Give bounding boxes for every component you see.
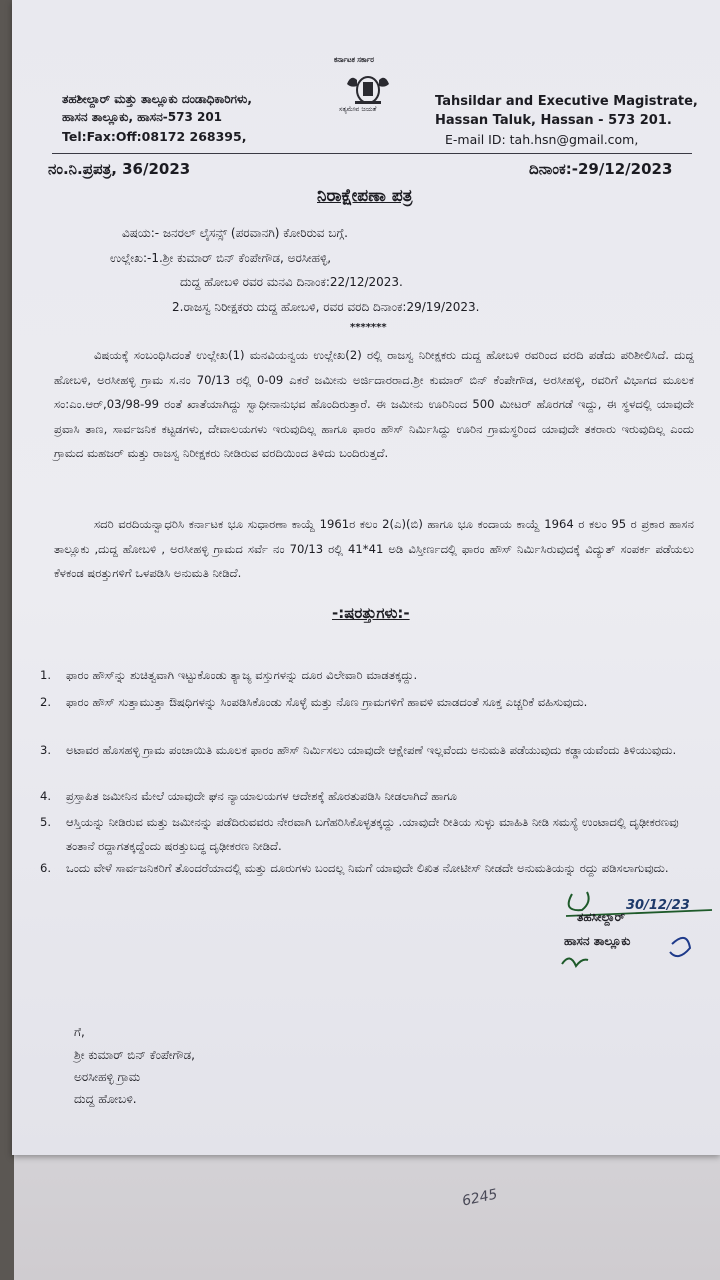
state-emblem-icon	[337, 70, 399, 106]
office-address-kannada: ಹಾಸನ ತಾಲ್ಲೂಕು, ಹಾಸನ-573 201	[62, 110, 223, 124]
separator-stars: *******	[350, 322, 387, 333]
signatory-office: ಹಾಸನ ತಾಲ್ಲೂಕು	[564, 934, 631, 948]
recipient-to: ಗೆ,	[74, 1025, 85, 1039]
recipient-hobli: ದುದ್ದ ಹೋಬಳಿ.	[74, 1092, 137, 1106]
condition-number: 4.	[40, 789, 52, 803]
body-paragraph-2: ಸದರಿ ವರದಿಯನ್ವಾಧರಿಸಿ ಕರ್ನಾಟಕ ಭೂ ಸುಧಾರಣಾ ಕಾಯ್ದೆ 1961ರ ಕಲಂ 2(ಎ)(ಬಿ) ಹಾಗೂ ಭೂ ಕಂದಾಯ ಕಾಯ್ದೆ 1964 ರ ಕಲಂ 95 ರ ಪ್ರಕಾರ ಹಾಸನ ತಾಲ್ಲೂಕು ,ದುದ್ದ ಹೋಬಳಿ , ಅರಸೀಹಳ್ಳಿ ಗ್ರಾಮದ ಸರ್ವೆ ನಂ 70/13 ರಲ್ಲಿ 41*41 ಅಡಿ ವಿಸ್ತೀರ್ಣದಲ್ಲಿ ಫಾರಂ ಹೌಸ್ ನಿರ್ಮಿಸಿರುವುದಕ್ಕೆ ವಿದ್ಯುತ್ ಸಂಪರ್ಕ ಪಡೆಯಲು ಕೆಳಕಂಡ ಷರತ್ತುಗಳಿಗೆ ಒಳಪಡಿಸಿ ಅನುಮತಿ ನೀಡಿದೆ.	[54, 517, 694, 580]
office-name-kannada: ತಹಶೀಲ್ದಾರ್ ಮತ್ತು ತಾಲ್ಲೂಕು ದಂಡಾಧಿಕಾರಿಗಳು,	[62, 92, 252, 106]
reference-date: ದಿನಾಂಕ:-29/12/2023	[529, 160, 673, 178]
header-divider	[52, 153, 692, 154]
condition-text: ಫಾರಂ ಹೌಸ್ ಸುತ್ತಾಮುತ್ತಾ ಔಷಧಿಗಳನ್ನು ಸಿಂಪಡಿಸಿಕೊಂಡು ಸೊಳ್ಳೆ ಮತ್ತು ನೊಣ ಗ್ರಾಮಗಳಿಗೆ ಹಾವಳಿ ಮಾಡದಂತೆ ಸೂಕ್ತ ಎಚ್ಚರಿಕೆ ವಹಿಸುವುದು.	[66, 695, 588, 709]
signatory-designation: ತಹಸೀಲ್ದಾರ್	[577, 910, 625, 924]
condition-number: 3.	[40, 743, 52, 757]
condition-text: ಆಸ್ತಿಯನ್ನು ನೀಡಿರುವ ಮತ್ತು ಜಮೀನನ್ನು ಪಡೆದಿರುವವರು ನೇರವಾಗಿ ಬಗೆಹರಿಸಿಕೊಳ್ಳತಕ್ಕದ್ದು .ಯಾವುದೇ ರೀತಿಯ ಸುಳ್ಳು ಮಾಹಿತಿ ನೀಡಿ ಸಮಸ್ಯೆ ಉಂಟಾದಲ್ಲಿ ದೃಢೀಕರಣವು ತಂತಾನೆ ರದ್ದಾಗತಕ್ಕದ್ದೆಂದು ಷರತ್ತುಬದ್ಧ ದೃಢೀಕರಣ ನೀಡಿದೆ.	[66, 815, 679, 853]
condition-number: 6.	[40, 861, 52, 875]
emblem-caption-bottom: ಸತ್ಯಮೇವ ಜಯತೆ	[339, 105, 377, 113]
condition-text: ಅಟಾವರ ಹೊಸಹಳ್ಳಿ ಗ್ರಾಮ ಪಂಚಾಯಿತಿ ಮೂಲಕ ಫಾರಂ ಹೌಸ್ ನಿರ್ಮಿಸಲು ಯಾವುದೇ ಆಕ್ಷೇಪಣೆ ಇಲ್ಲವೆಂದು ಅನುಮತಿ ಪಡೆಯುವುದು ಕಡ್ಡಾಯವೆಂದು ತಿಳಿಯುವುದು.	[66, 743, 677, 757]
signature-date: 30/12/23	[626, 898, 690, 913]
handwritten-note: 6245	[460, 1186, 499, 1210]
office-address-english: Hassan Taluk, Hassan - 573 201.	[435, 113, 672, 128]
condition-number: 5.	[40, 815, 52, 829]
office-email: E-mail ID: tah.hsn@gmail.com,	[445, 132, 639, 147]
reference-1b: ದುದ್ದ ಹೋಬಳಿ ರವರ ಮನವಿ ದಿನಾಂಕ:22/12/2023.	[180, 275, 403, 289]
office-telfax: Tel:Fax:Off:08172 268395,	[62, 129, 247, 144]
condition-text: ಒಂದು ವೇಳೆ ಸಾರ್ವಜನಿಕರಿಗೆ ತೊಂದರೆಯಾದಲ್ಲಿ ಮತ್ತು ದೂರುಗಳು ಬಂದಲ್ಲ ನಿಮಗೆ ಯಾವುದೇ ಲಿಖಿತ ನೋಟೀಸ್ ನೀಡದೇ ಅನುಮತಿಯನ್ನು ರದ್ದು ಪಡಿಸಲಾಗುವುದು.	[66, 861, 669, 875]
subject-line: ವಿಷಯ:- ಜನರಲ್ ಲೈಸನ್ಸ್ (ಪರವಾನಗಿ) ಕೋರಿರುವ ಬಗ್ಗೆ.	[122, 226, 348, 240]
reference-1a: ಉಲ್ಲೇಖ:-1.ಶ್ರೀ ಕುಮಾರ್ ಬಿನ್ ಕೆಂಪೇಗೌಡ, ಅರಸೀಹಳ್ಳಿ,	[110, 251, 332, 265]
handwritten-signature	[552, 882, 720, 974]
document-page	[12, 0, 720, 1155]
body-paragraph-1: ವಿಷಯಕ್ಕೆ ಸಂಬಂಧಿಸಿದಂತೆ ಉಲ್ಲೇಖ(1) ಮನವಿಯನ್ವಯ ಉಲ್ಲೇಖ(2) ರಲ್ಲಿ ರಾಜಸ್ವ ನಿರೀಕ್ಷಕರು ದುದ್ದ ಹೋಬಳಿ ರವರಿಂದ ವರದಿ ಪಡೆದು ಪರಿಶೀಲಿಸಿದೆ. ದುದ್ದ ಹೋಬಳಿ, ಅರಸೀಹಳ್ಳಿ ಗ್ರಾಮ ಸ.ನಂ 70/13 ರಲ್ಲಿ 0-09 ಎಕರೆ ಜಮೀನು ಅರ್ಜಿದಾರರಾದ.ಶ್ರೀ ಕುಮಾರ್ ಬಿನ್ ಕೆಂಪೇಗೌಡ, ಅರಸೀಹಳ್ಳಿ, ರವರಿಗೆ ವಿಭಾಗದ ಮೂಲಕ ಸಂ:ಎಂ.ಆರ್,03/98-99 ರಂತೆ ಖಾತೆಯಾಗಿದ್ದು ಸ್ವಾಧೀನಾನುಭವ ಹೊಂದಿರುತ್ತಾರೆ. ಈ ಜಮೀನು ಊರಿನಿಂದ 500 ಮೀಟರ್ ಹೊರಗಡೆ ಇದ್ದು, ಈ ಸ್ಥಳದಲ್ಲಿ ಯಾವುದೇ ಪ್ರವಾಸಿ ತಾಣ, ಸಾರ್ವಜನಿಕ ಕಟ್ಟಡಗಳು, ದೇವಾಲಯಗಳು ಇರುವುದಿಲ್ಲ ಹಾಗೂ ಫಾರಂ ಹೌಸ್ ನಿರ್ಮಿಸಿದ್ದು ಊರಿನ ಗ್ರಾಮಸ್ಥರಿಂದ ಯಾವುದೇ ತಕರಾರು ಇರುವುದಿಲ್ಲ ಎಂದು ಗ್ರಾಮದ ಮಹಜರ್ ಮತ್ತು ರಾಜಸ್ವ ನಿರೀಕ್ಷಕರು ನೀಡಿರುವ ವರದಿಯಿಂದ ತಿಳಿದು ಬಂದಿರುತ್ತದೆ.	[54, 348, 694, 460]
reference-2: 2.ರಾಜಸ್ವ ನಿರೀಕ್ಷಕರು ದುದ್ದ ಹೋಬಳಿ, ರವರ ವರದಿ ದಿನಾಂಕ:29/19/2023.	[172, 300, 480, 314]
recipient-village: ಅರಸೀಹಳ್ಳಿ ಗ್ರಾಮ	[74, 1070, 141, 1084]
condition-text: ಪ್ರಸ್ತಾಪಿತ ಜಮೀನಿನ ಮೇಲೆ ಯಾವುದೇ ಘನ ನ್ಯಾಯಾಲಯಗಳ ಆದೇಶಕ್ಕೆ ಹೊರತುಪಡಿಸಿ ನೀಡಲಾಗಿದೆ ಹಾಗೂ	[66, 789, 458, 803]
emblem-caption-top: ಕರ್ನಾಟಕ ಸರ್ಕಾರ	[334, 56, 374, 64]
office-name-english: Tahsildar and Executive Magistrate,	[435, 94, 698, 109]
condition-number: 2.	[40, 695, 52, 709]
document-title: ನಿರಾಕ್ಷೇಪಣಾ ಪತ್ರ	[317, 186, 413, 206]
underlying-sheet	[14, 1150, 720, 1280]
condition-number: 1.	[40, 668, 52, 682]
reference-number: ನಂ.ನಿ.ಪ್ರಪತ್ರ, 36/2023	[48, 160, 191, 178]
recipient-name: ಶ್ರೀ ಕುಮಾರ್ ಬಿನ್ ಕೆಂಪೇಗೌಡ,	[74, 1048, 195, 1062]
condition-text: ಫಾರಂ ಹೌಸ್‌ನ್ನು ಶುಚಿತ್ವವಾಗಿ ಇಟ್ಟುಕೊಂಡು ತ್ಯಾಜ್ಯ ವಸ್ತುಗಳನ್ನು ದೂರ ವಿಲೇವಾರಿ ಮಾಡತಕ್ಕದ್ದು.	[66, 668, 418, 682]
conditions-heading: -:ಷರತ್ತುಗಳು:-	[332, 604, 410, 622]
